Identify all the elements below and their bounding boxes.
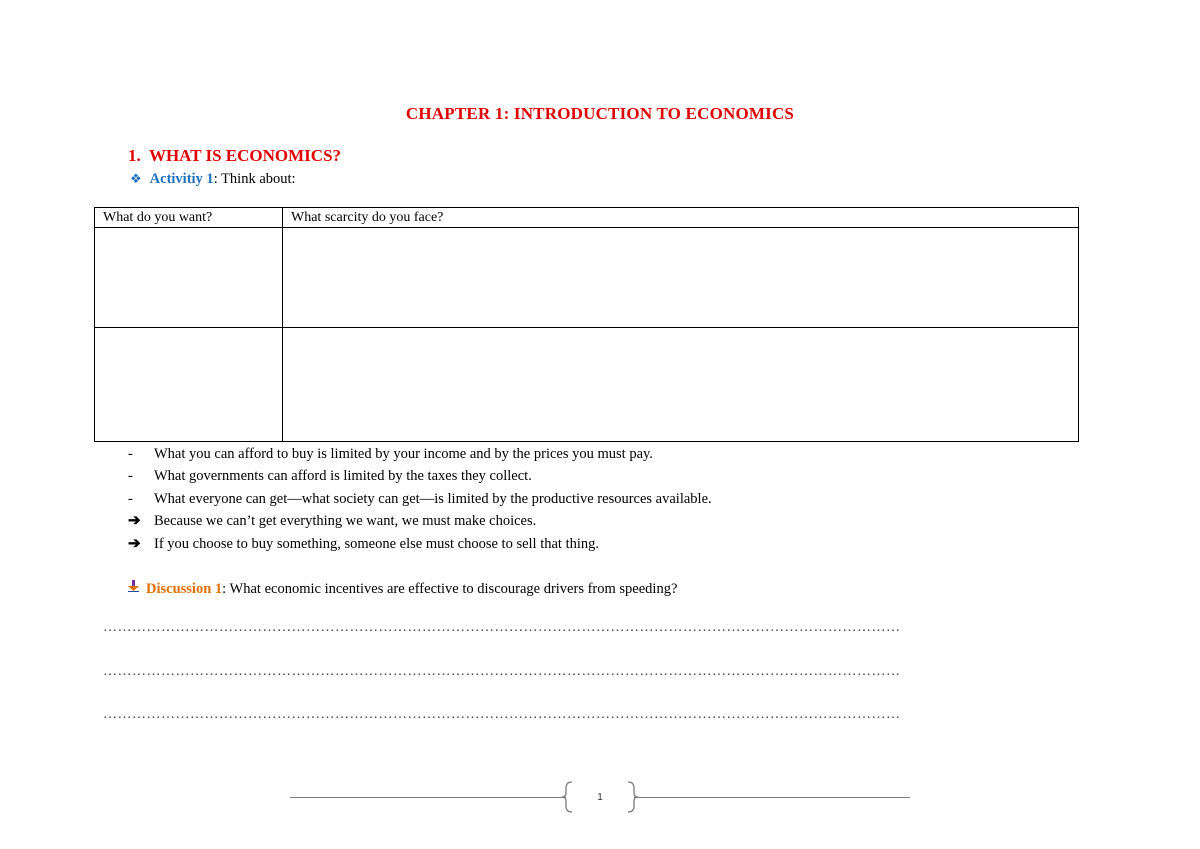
list-item-text: What governments can afford is limited by the taxes they collect. <box>154 468 532 484</box>
footer-rule-left <box>290 797 566 798</box>
arrow-right-icon: ➔ <box>128 536 141 552</box>
table-row <box>95 328 1079 442</box>
discussion-label: Discussion 1 <box>146 581 223 597</box>
dash-bullet: - <box>128 468 133 484</box>
list-item-text: What everyone can get—what society can get—is limited by the productive resources available. <box>154 491 712 507</box>
table-header-row <box>95 208 1079 228</box>
table-header-wants: What do you want? <box>95 208 283 228</box>
list-item <box>128 534 599 554</box>
list-item-text: What you can afford to buy is limited by your income and by the prices you must pay. <box>154 446 653 462</box>
table-cell-wants[interactable] <box>95 228 283 328</box>
answer-line[interactable]: ………………………………………………………………………………………………………………………………………………… <box>103 707 901 722</box>
dash-bullet: - <box>128 446 133 462</box>
section-title: WHAT IS ECONOMICS? <box>148 146 342 165</box>
section-number: 1. <box>128 146 141 165</box>
chapter-title: CHAPTER 1: INTRODUCTION TO ECONOMICS <box>405 104 795 123</box>
wants-scarcity-table <box>94 207 1079 442</box>
list-item-text: Because we can’t get everything we want, we must make choices. <box>154 513 537 529</box>
list-item-text: If you choose to buy something, someone else must choose to sell that thing. <box>154 536 600 552</box>
table-cell-wants[interactable] <box>95 328 283 442</box>
discussion-text: : What economic incentives are effective to discourage drivers from speeding? <box>222 581 678 597</box>
activity-text: : Think about: <box>213 171 296 187</box>
table-cell-scarcity[interactable] <box>283 328 1079 442</box>
answer-line[interactable]: ………………………………………………………………………………………………………………………………………………… <box>103 664 901 679</box>
list-item <box>128 444 653 464</box>
dash-bullet: - <box>128 491 133 507</box>
section-heading <box>128 146 341 166</box>
answer-line[interactable]: ………………………………………………………………………………………………………………………………………………… <box>103 620 901 635</box>
footer-rule-right <box>634 797 910 798</box>
page-number: 1 <box>597 792 603 803</box>
table-cell-scarcity[interactable] <box>283 228 1079 328</box>
list-item <box>128 466 532 486</box>
table-row <box>95 228 1079 328</box>
table-header-scarcity: What scarcity do you face? <box>283 208 1079 228</box>
discussion-line <box>128 580 677 598</box>
diamond-bullet-icon: ❖ <box>130 171 142 186</box>
activity-label: Activitiy 1 <box>149 171 214 187</box>
list-item <box>128 489 712 509</box>
activity-line <box>130 171 296 188</box>
arrow-right-icon: ➔ <box>128 513 141 529</box>
arrow-down-icon <box>128 580 146 595</box>
list-item <box>128 511 536 531</box>
